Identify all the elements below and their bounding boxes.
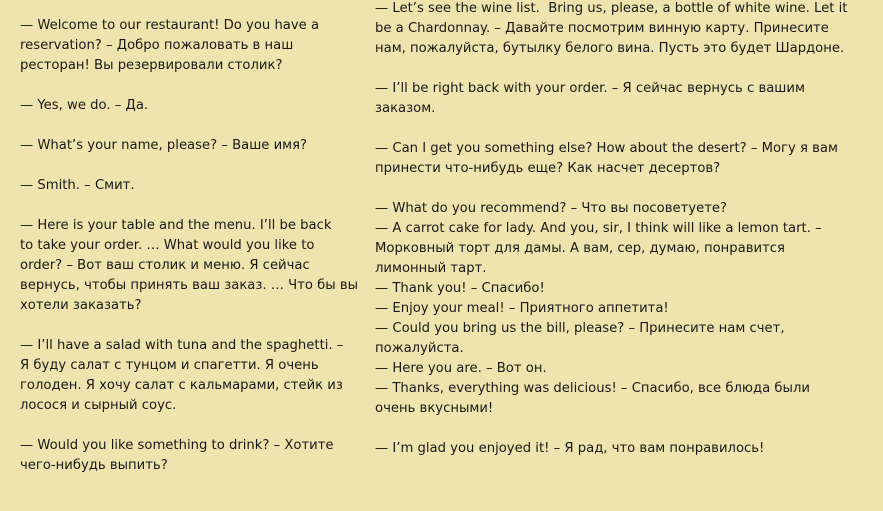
spacer (20, 116, 365, 136)
dialogue-line: — Enjoy your meal! – Приятного аппетита! (375, 301, 669, 316)
spacer (375, 119, 865, 139)
dialogue-line: — What do you recommend? – Что вы посоветуете? (375, 201, 727, 216)
spacer (20, 76, 365, 96)
dialogue-line: — I’ll have a salad with tuna and the spaghetti. – Я буду салат с тунцом и спагетти. Я очень голоден. Я хочу салат с кальмарами, стейк из лосося и сырный соус. (20, 338, 344, 413)
dialogue-line: — I’ll be right back with your order. – Я сейчас вернусь с вашим заказом. (375, 81, 805, 116)
dialogue-line: — I’m glad you enjoyed it! – Я рад, что вам понравилось! (375, 441, 765, 456)
left-column (20, 16, 365, 476)
dialogue-line: — Would you like something to drink? – Хотите чего-нибудь выпить? (20, 438, 334, 473)
dialogue-line: — Let’s see the wine list. Bring us, please, a bottle of white wine. Let it be a Chardonnay. – Давайте посмотрим винную карту. Принесите нам, пожалуйста, бутылку белого вина. Пусть это будет Шардоне. (375, 1, 848, 56)
dialogue-line: — Yes, we do. – Да. (20, 98, 149, 113)
dialogue-line: — Smith. – Смит. (20, 178, 135, 193)
spacer (20, 316, 365, 336)
dialogue-line: — Thank you! – Спасибо! (375, 281, 545, 296)
dialogue-line: — What’s your name, please? – Ваше имя? (20, 138, 308, 153)
dialogue-line: — Here is your table and the menu. I’ll be back to take your order. … What would you like to order? – Вот ваш столик и меню. Я сейчас вернусь, чтобы принять ваш заказ. … Что бы вы хотели заказать? (20, 218, 359, 313)
spacer (375, 419, 865, 439)
dialogue-line: — Thanks, everything was delicious! – Спасибо, все блюда были очень вкусными! (375, 381, 810, 416)
spacer (20, 156, 365, 176)
dialogue-line: — Welcome to our restaurant! Do you have a reservation? – Добро пожаловать в наш ресторан! Вы резервировали столик? (20, 18, 320, 73)
right-column (375, 0, 865, 459)
dialogue-line: — A carrot cake for lady. And you, sir, I think will like a lemon tart. – Морковный торт для дамы. А вам, сер, думаю, понравится лимонный тарт. (375, 221, 822, 276)
dialogue-line: — Here you are. – Вот он. (375, 361, 547, 376)
spacer (20, 416, 365, 436)
spacer (375, 179, 865, 199)
dialogue-line: — Can I get you something else? How about the desert? – Могу я вам принести что-нибудь еще? Как насчет десертов? (375, 141, 838, 176)
dialogue-line: — Could you bring us the bill, please? – Принесите нам счет, пожалуйста. (375, 321, 785, 356)
spacer (20, 196, 365, 216)
spacer (375, 59, 865, 79)
